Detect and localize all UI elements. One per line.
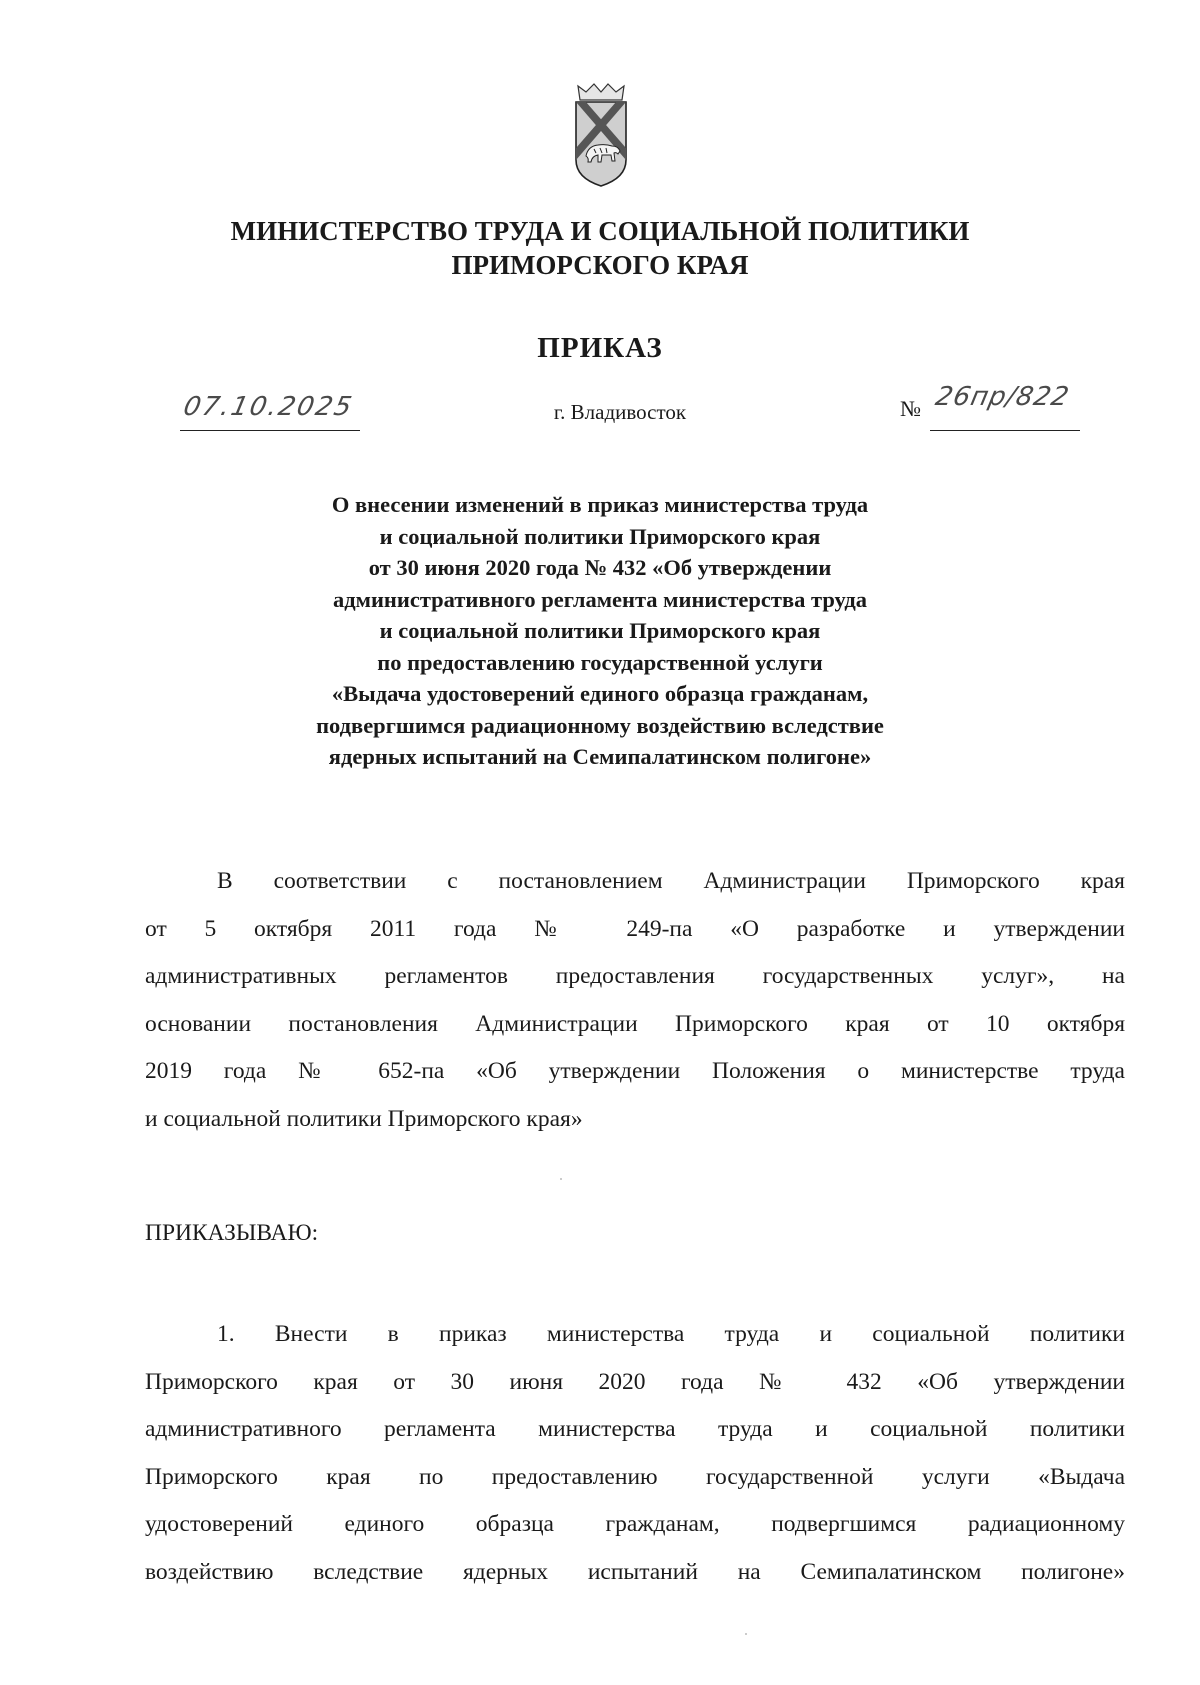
preamble-line: и социальной политики Приморского края»: [145, 1105, 583, 1132]
preamble-line: В соответствии с постановлением Администрации Приморского края: [217, 868, 1125, 894]
preamble-paragraph: [145, 858, 1125, 1143]
scan-speck: [560, 1178, 562, 1180]
preamble-line: административных регламентов предоставления государственных услуг», на: [145, 963, 1125, 989]
ministry-name-line2: ПРИМОРСКОГО КРАЯ: [451, 250, 749, 280]
item-1-line: воздействию вследствие ядерных испытаний на Семипалатинском полигоне»: [145, 1558, 1125, 1585]
number-sign: №: [900, 396, 921, 421]
item-1-line: Приморского края по предоставлению государственной услуги «Выдача: [145, 1463, 1125, 1490]
subject-line: от 30 июня 2020 года № 432 «Об утверждении: [368, 555, 832, 580]
subject-line: по предоставлению государственной услуги: [377, 649, 823, 675]
order-number: 26пр/822: [932, 382, 1073, 412]
subject-line: О внесении изменений в приказ министерства труда: [331, 492, 869, 517]
order-word: ПРИКАЗЫВАЮ:: [145, 1220, 319, 1246]
item-1-paragraph: [145, 1311, 1125, 1596]
preamble-line: 2019 года № 652-па «Об утверждении Положения о министерстве труда: [145, 1058, 1125, 1084]
order-subject: [150, 489, 1050, 773]
item-1-line: административного регламента министерства труда и социальной политики: [145, 1416, 1125, 1442]
item-1-line: Приморского края от 30 июня 2020 года № 432 «Об утверждении: [145, 1368, 1125, 1395]
order-date: 07.10.2025: [180, 392, 357, 422]
preamble-line: от 5 октября 2011 года № 249-па «О разработке и утверждении: [145, 915, 1125, 942]
subject-line: подвергшимся радиационному воздействию вследствие: [316, 712, 884, 738]
ministry-name-line1: МИНИСТЕРСТВО ТРУДА И СОЦИАЛЬНОЙ ПОЛИТИКИ: [230, 216, 970, 246]
scan-speck: [745, 1633, 747, 1635]
preamble-line: основании постановления Администрации Приморского края от 10 октября: [145, 1010, 1125, 1037]
subject-line: и социальной политики Приморского края: [379, 618, 821, 643]
item-1-line: 1. Внести в приказ министерства труда и социальной политики: [217, 1321, 1125, 1347]
subject-line: ядерных испытаний на Семипалатинском полигоне»: [328, 744, 872, 769]
subject-line: административного регламента министерства труда: [332, 586, 867, 612]
order-title: ПРИКАЗ: [537, 332, 663, 364]
order-city: г. Владивосток: [553, 400, 687, 424]
item-1-line: удостоверений единого образца гражданам, подвергшимся радиационному: [145, 1511, 1125, 1537]
subject-line: «Выдача удостоверений единого образца гражданам,: [331, 681, 869, 706]
coat-of-arms-icon: [572, 82, 630, 192]
subject-line: и социальной политики Приморского края: [379, 523, 821, 549]
